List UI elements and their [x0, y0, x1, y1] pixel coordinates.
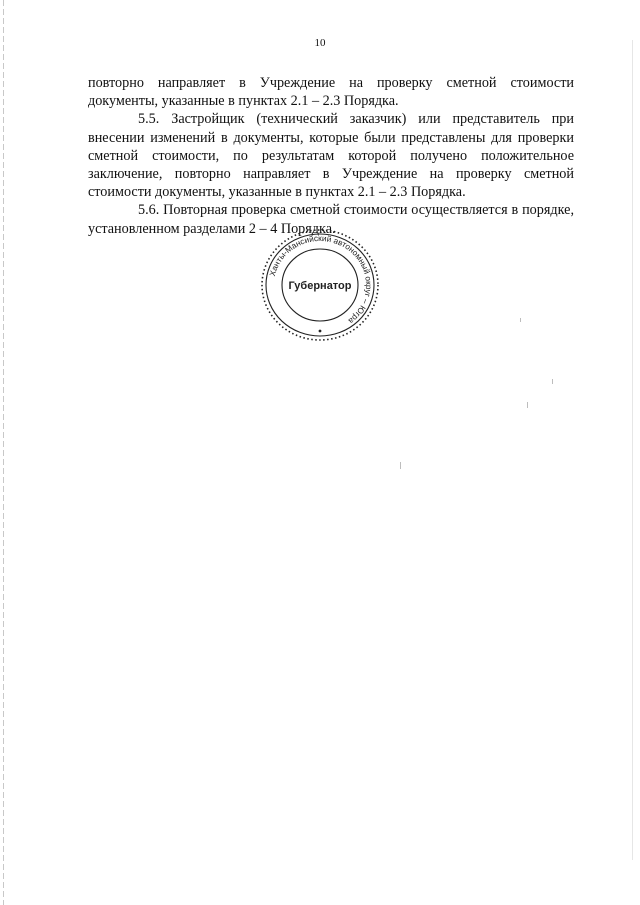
seal-ring-text: Ханты-Мансийский автономный округ – Югра [267, 233, 374, 326]
scan-speck [400, 462, 401, 469]
document-body [88, 74, 574, 238]
scan-speck [520, 318, 521, 322]
page-number: 10 [314, 37, 326, 49]
governor-seal-stamp [258, 227, 382, 343]
scan-left-edge [3, 0, 4, 905]
seal-center-text: Губернатор [288, 280, 352, 292]
scan-speck [552, 379, 553, 384]
scan-speck [527, 402, 528, 408]
paragraph-continuation: повторно направляет в Учреждение на проверку сметной стоимости документы, указанные в пунктах 2.1 – 2.3 Порядка. [88, 75, 574, 110]
scan-right-edge [632, 40, 633, 860]
paragraph-5-5: 5.5. Застройщик (технический заказчик) или представитель при внесении изменений в документы, которые были представлены для проверки сметной стоимости, по результатам которой получено положительное заключение, повторно направляет в Учреждение на проверку сметной стоимости документы, указанные в пунктах 2.1 – 2.3 Порядка. [88, 111, 574, 201]
seal-star-mark [319, 330, 322, 333]
paragraph-5-6: 5.6. Повторная проверка сметной стоимости осуществляется в порядке, установленном разделами 2 – 4 Порядка. [88, 202, 574, 237]
